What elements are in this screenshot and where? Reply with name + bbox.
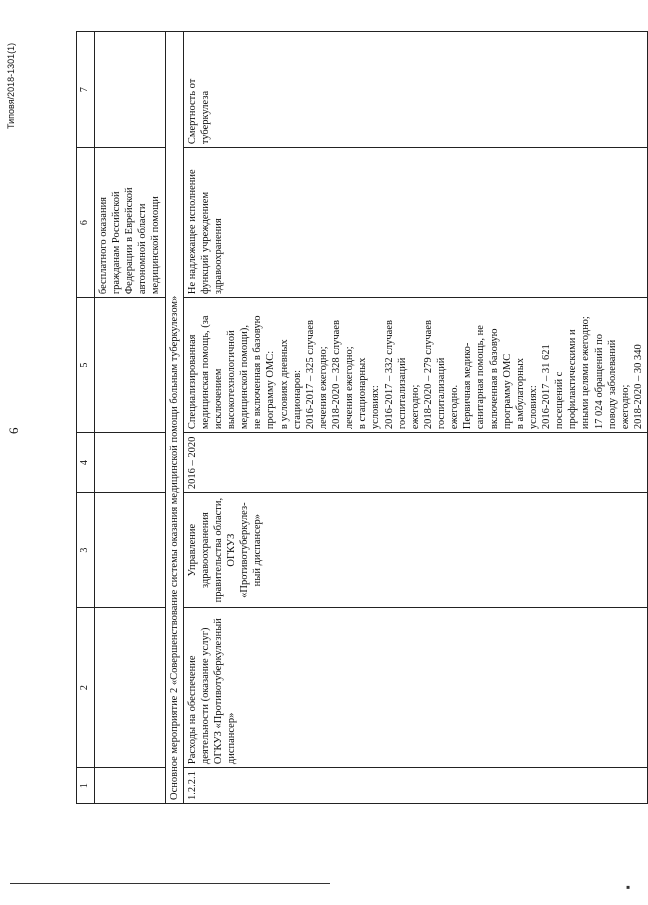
header-cell: 7 bbox=[77, 32, 95, 148]
header-cell: 2 bbox=[77, 608, 95, 768]
table-row bbox=[183, 32, 647, 804]
footer-line bbox=[10, 883, 330, 884]
rotated-landscape-sheet bbox=[6, 14, 644, 874]
header-cell: 6 bbox=[77, 148, 95, 298]
section-row bbox=[165, 32, 183, 804]
header-cell: 5 bbox=[77, 298, 95, 433]
period: 2016 – 2020 bbox=[183, 433, 647, 493]
header-cell: 1 bbox=[77, 768, 95, 804]
program-table bbox=[76, 31, 648, 804]
edge-mark: ▪ bbox=[626, 880, 631, 894]
section-title: Основное мероприятие 2 «Совершенствование системы оказания медицинской помощи больным туберкулезом» bbox=[165, 32, 183, 804]
executor: Управление здравоохранения правительства области, ОГКУЗ «Противотуберкулез- ный диспансер» bbox=[183, 493, 647, 608]
header-cell: 3 bbox=[77, 493, 95, 608]
expense-name: Расходы на обеспечение деятельности (оказание услуг) ОГКУЗ «Противотуберкулезный диспансер» bbox=[183, 608, 647, 768]
header-cell: 4 bbox=[77, 433, 95, 493]
continuation-row bbox=[94, 32, 165, 804]
row-number: 1.2.2.1 bbox=[183, 768, 647, 804]
form-code: Типовя/2018-1301(1) bbox=[6, 42, 16, 129]
consequence: Не надлежащее исполнение функций учреждением здравоохранения bbox=[183, 148, 647, 298]
page-number: 6 bbox=[6, 427, 21, 434]
expected-result: Специализированная медицинская помощь, (за исключением высокотехнологичной медицинской помощи), не включенная в базовую программу ОМС: в условиях дневных стационаров: 2016-2017 – 325 случаев лечения ежегодно; 2018-2020 – 328 случаев лечения ежегодно; в стационарных условиях: 2016-2017 – 332 случаев госпитализаций ежегодно; 2018-2020 – 279 случаев госпитализаций ежегодно. Первичная медико- санитарная помощь, не включенная в базовую программу ОМС в амбулаторных условиях: 2016-2017 – 31 621 посещений с профилактическими и иными целями ежегодно; 17 024 обращений по поводу заболеваний ежегодно; 2018-2020 – 30 340 bbox=[183, 298, 647, 433]
indicator: Смертность от туберкулеза bbox=[183, 32, 647, 148]
header-row bbox=[77, 32, 95, 804]
continuation-text: бесплатного оказания гражданам Российской Федерации в Еврейской автономной области медицинской помощи bbox=[94, 148, 165, 298]
